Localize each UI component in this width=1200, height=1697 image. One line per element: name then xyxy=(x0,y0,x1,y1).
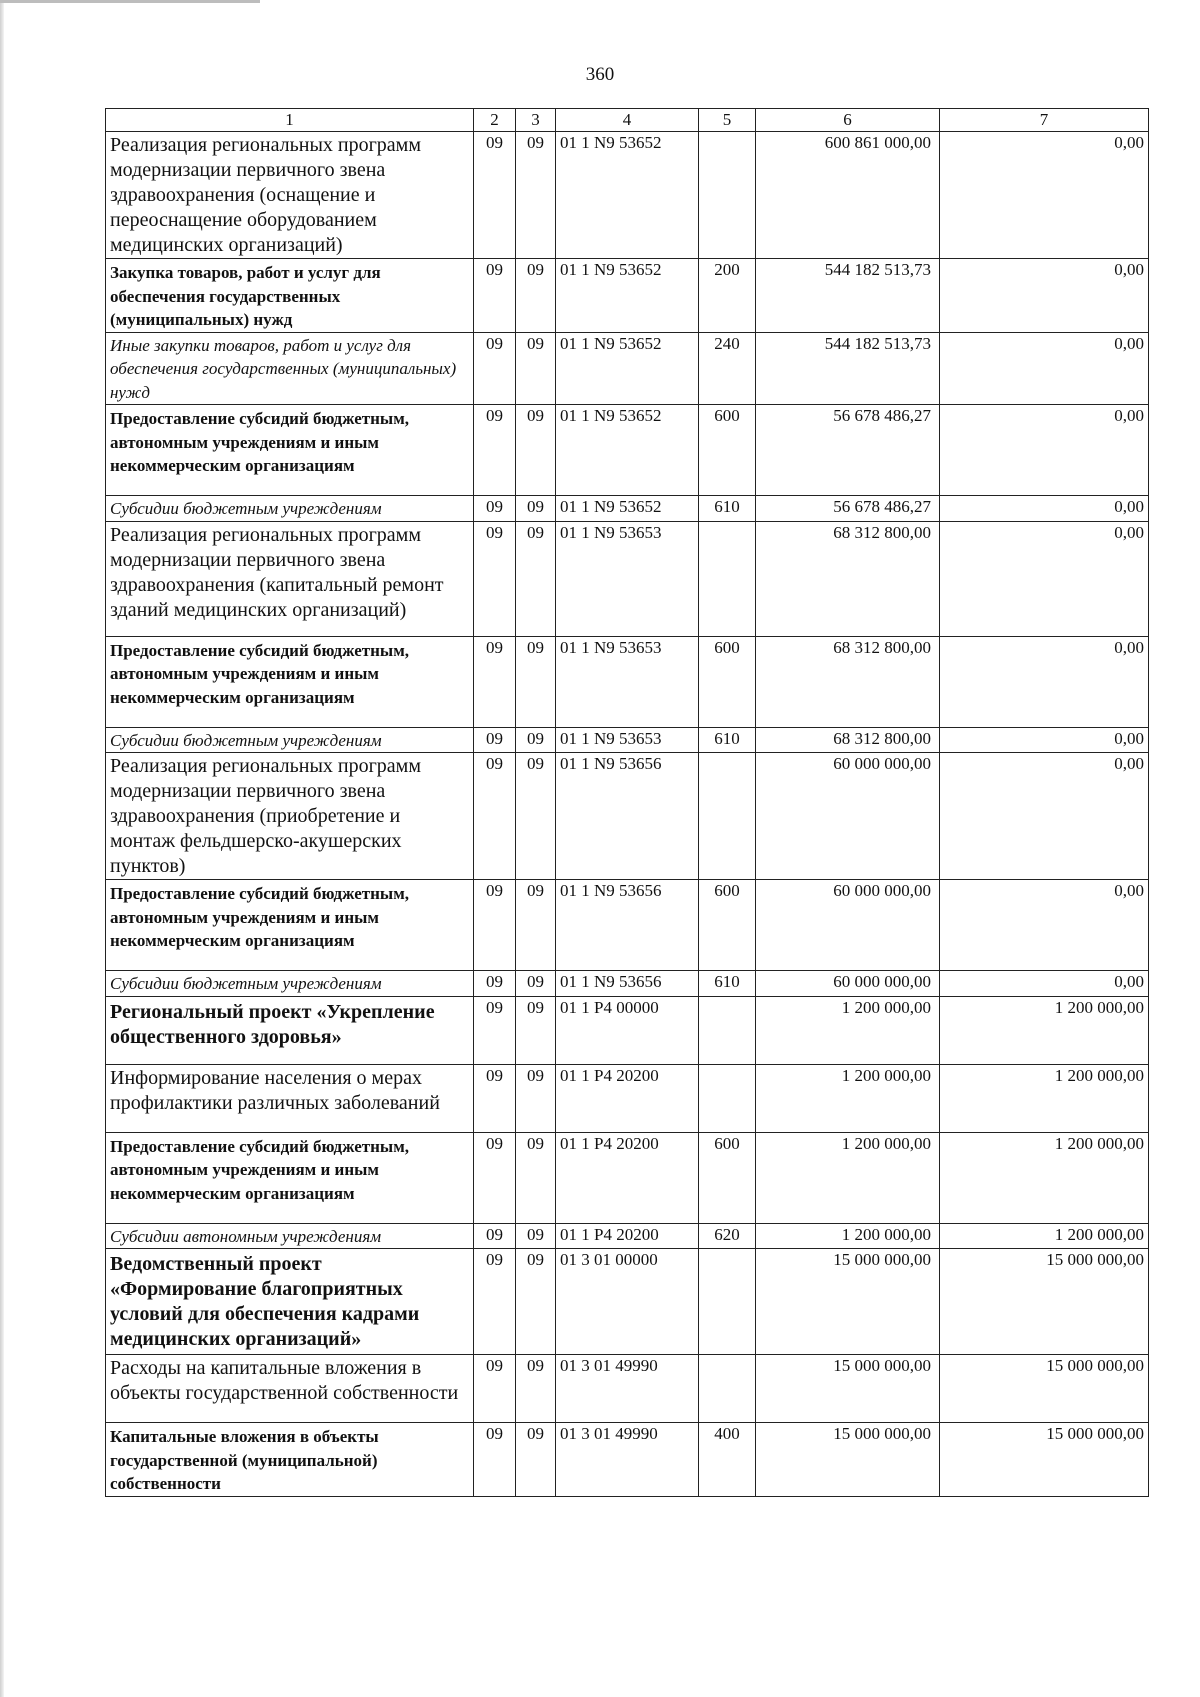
row-subsection-code: 09 xyxy=(516,1249,556,1355)
table-row xyxy=(106,332,1149,405)
table-row xyxy=(106,753,1149,880)
row-section-code: 09 xyxy=(474,132,516,259)
row-amount-col7: 0,00 xyxy=(940,405,1149,496)
row-subsection-code: 09 xyxy=(516,727,556,753)
scan-edge-shadow xyxy=(0,0,4,1697)
row-target-article-code: 01 3 01 00000 xyxy=(556,1249,699,1355)
row-expense-type-code: 400 xyxy=(699,1423,756,1497)
row-amount-col7: 0,00 xyxy=(940,636,1149,727)
table-row xyxy=(106,496,1149,522)
row-expense-type-code: 600 xyxy=(699,1132,756,1223)
column-header-2: 2 xyxy=(474,109,516,132)
column-header-1: 1 xyxy=(106,109,474,132)
row-amount-col7: 0,00 xyxy=(940,971,1149,997)
table-row xyxy=(106,971,1149,997)
row-amount-col6: 544 182 513,73 xyxy=(756,332,940,405)
row-target-article-code: 01 1 P4 20200 xyxy=(556,1132,699,1223)
table-row xyxy=(106,405,1149,496)
row-subsection-code: 09 xyxy=(516,753,556,880)
row-amount-col7: 0,00 xyxy=(940,727,1149,753)
row-subsection-code: 09 xyxy=(516,132,556,259)
row-amount-col7: 0,00 xyxy=(940,753,1149,880)
row-amount-col7: 15 000 000,00 xyxy=(940,1355,1149,1423)
row-subsection-code: 09 xyxy=(516,405,556,496)
table-row xyxy=(106,636,1149,727)
row-section-code: 09 xyxy=(474,1423,516,1497)
row-section-code: 09 xyxy=(474,880,516,971)
row-amount-col6: 600 861 000,00 xyxy=(756,132,940,259)
row-target-article-code: 01 3 01 49990 xyxy=(556,1355,699,1423)
row-subsection-code: 09 xyxy=(516,636,556,727)
column-header-3: 3 xyxy=(516,109,556,132)
row-target-article-code: 01 1 N9 53652 xyxy=(556,405,699,496)
row-name: Региональный проект «Укрепление общественного здоровья» xyxy=(106,996,474,1064)
row-target-article-code: 01 1 P4 00000 xyxy=(556,996,699,1064)
row-target-article-code: 01 1 N9 53656 xyxy=(556,971,699,997)
row-section-code: 09 xyxy=(474,1249,516,1355)
table-row xyxy=(106,1423,1149,1497)
table-row xyxy=(106,1223,1149,1249)
row-amount-col6: 15 000 000,00 xyxy=(756,1423,940,1497)
row-amount-col6: 56 678 486,27 xyxy=(756,496,940,522)
row-target-article-code: 01 1 N9 53652 xyxy=(556,332,699,405)
row-name: Ведомственный проект «Формирование благоприятных условий для обеспечения кадрами медицинских организаций» xyxy=(106,1249,474,1355)
row-amount-col6: 56 678 486,27 xyxy=(756,405,940,496)
table-row xyxy=(106,259,1149,333)
column-header-6: 6 xyxy=(756,109,940,132)
scan-top-edge xyxy=(0,0,260,3)
row-name: Реализация региональных программ модернизации первичного звена здравоохранения (капитальный ремонт зданий медицинских организаций) xyxy=(106,521,474,636)
row-section-code: 09 xyxy=(474,496,516,522)
row-expense-type-code xyxy=(699,1355,756,1423)
row-section-code: 09 xyxy=(474,971,516,997)
row-name: Реализация региональных программ модернизации первичного звена здравоохранения (оснащение и переоснащение оборудованием медицинских организаций) xyxy=(106,132,474,259)
row-target-article-code: 01 1 N9 53652 xyxy=(556,259,699,333)
row-expense-type-code: 240 xyxy=(699,332,756,405)
row-amount-col6: 15 000 000,00 xyxy=(756,1355,940,1423)
table-row xyxy=(106,132,1149,259)
row-expense-type-code xyxy=(699,1064,756,1132)
row-expense-type-code: 200 xyxy=(699,259,756,333)
row-amount-col7: 0,00 xyxy=(940,496,1149,522)
table-row xyxy=(106,1249,1149,1355)
row-name: Реализация региональных программ модернизации первичного звена здравоохранения (приобретение и монтаж фельдшерско-акушерских пунктов) xyxy=(106,753,474,880)
row-amount-col6: 60 000 000,00 xyxy=(756,971,940,997)
row-name: Капитальные вложения в объекты государственной (муниципальной) собственности xyxy=(106,1423,474,1497)
row-subsection-code: 09 xyxy=(516,496,556,522)
row-subsection-code: 09 xyxy=(516,332,556,405)
row-subsection-code: 09 xyxy=(516,259,556,333)
row-amount-col7: 0,00 xyxy=(940,880,1149,971)
row-name: Закупка товаров, работ и услуг для обеспечения государственных (муниципальных) нужд xyxy=(106,259,474,333)
row-section-code: 09 xyxy=(474,1355,516,1423)
row-subsection-code: 09 xyxy=(516,1132,556,1223)
table-row xyxy=(106,727,1149,753)
row-name: Расходы на капитальные вложения в объекты государственной собственности xyxy=(106,1355,474,1423)
row-expense-type-code xyxy=(699,996,756,1064)
row-expense-type-code: 600 xyxy=(699,405,756,496)
row-amount-col6: 68 312 800,00 xyxy=(756,636,940,727)
row-section-code: 09 xyxy=(474,1132,516,1223)
row-section-code: 09 xyxy=(474,1223,516,1249)
row-expense-type-code xyxy=(699,521,756,636)
row-amount-col7: 0,00 xyxy=(940,521,1149,636)
row-target-article-code: 01 1 N9 53653 xyxy=(556,636,699,727)
column-number-row xyxy=(106,109,1149,132)
column-header-4: 4 xyxy=(556,109,699,132)
row-subsection-code: 09 xyxy=(516,1064,556,1132)
row-expense-type-code xyxy=(699,132,756,259)
table-row xyxy=(106,996,1149,1064)
row-target-article-code: 01 3 01 49990 xyxy=(556,1423,699,1497)
row-target-article-code: 01 1 N9 53656 xyxy=(556,753,699,880)
table-row xyxy=(106,880,1149,971)
row-amount-col7: 0,00 xyxy=(940,259,1149,333)
row-amount-col6: 15 000 000,00 xyxy=(756,1249,940,1355)
row-name: Субсидии бюджетным учреждениям xyxy=(106,727,474,753)
row-amount-col7: 1 200 000,00 xyxy=(940,996,1149,1064)
row-name: Информирование населения о мерах профилактики различных заболеваний xyxy=(106,1064,474,1132)
table-row xyxy=(106,521,1149,636)
row-section-code: 09 xyxy=(474,996,516,1064)
row-amount-col7: 1 200 000,00 xyxy=(940,1132,1149,1223)
row-amount-col6: 68 312 800,00 xyxy=(756,727,940,753)
row-section-code: 09 xyxy=(474,521,516,636)
table-body xyxy=(106,132,1149,1497)
row-expense-type-code: 600 xyxy=(699,636,756,727)
row-expense-type-code: 600 xyxy=(699,880,756,971)
row-name: Иные закупки товаров, работ и услуг для обеспечения государственных (муниципальных) нужд xyxy=(106,332,474,405)
row-amount-col6: 544 182 513,73 xyxy=(756,259,940,333)
row-amount-col7: 1 200 000,00 xyxy=(940,1064,1149,1132)
row-section-code: 09 xyxy=(474,332,516,405)
row-amount-col7: 0,00 xyxy=(940,332,1149,405)
table-row xyxy=(106,1132,1149,1223)
row-amount-col7: 15 000 000,00 xyxy=(940,1249,1149,1355)
row-section-code: 09 xyxy=(474,1064,516,1132)
row-name: Предоставление субсидий бюджетным, автономным учреждениям и иным некоммерческим организациям xyxy=(106,405,474,496)
row-name: Предоставление субсидий бюджетным, автономным учреждениям и иным некоммерческим организациям xyxy=(106,880,474,971)
row-subsection-code: 09 xyxy=(516,1355,556,1423)
row-subsection-code: 09 xyxy=(516,996,556,1064)
page-number: 360 xyxy=(585,64,615,85)
row-name: Предоставление субсидий бюджетным, автономным учреждениям и иным некоммерческим организациям xyxy=(106,1132,474,1223)
row-name: Предоставление субсидий бюджетным, автономным учреждениям и иным некоммерческим организациям xyxy=(106,636,474,727)
row-amount-col6: 60 000 000,00 xyxy=(756,753,940,880)
column-header-7: 7 xyxy=(940,109,1149,132)
row-amount-col6: 60 000 000,00 xyxy=(756,880,940,971)
row-name: Субсидии бюджетным учреждениям xyxy=(106,971,474,997)
row-name: Субсидии бюджетным учреждениям xyxy=(106,496,474,522)
row-expense-type-code: 620 xyxy=(699,1223,756,1249)
row-section-code: 09 xyxy=(474,405,516,496)
row-subsection-code: 09 xyxy=(516,880,556,971)
row-amount-col6: 1 200 000,00 xyxy=(756,1223,940,1249)
row-target-article-code: 01 1 N9 53656 xyxy=(556,880,699,971)
row-target-article-code: 01 1 P4 20200 xyxy=(556,1223,699,1249)
row-target-article-code: 01 1 N9 53652 xyxy=(556,496,699,522)
row-subsection-code: 09 xyxy=(516,971,556,997)
row-target-article-code: 01 1 N9 53653 xyxy=(556,727,699,753)
row-expense-type-code: 610 xyxy=(699,496,756,522)
row-expense-type-code: 610 xyxy=(699,727,756,753)
row-section-code: 09 xyxy=(474,753,516,880)
row-section-code: 09 xyxy=(474,727,516,753)
row-subsection-code: 09 xyxy=(516,1223,556,1249)
row-target-article-code: 01 1 N9 53653 xyxy=(556,521,699,636)
row-subsection-code: 09 xyxy=(516,521,556,636)
row-target-article-code: 01 1 P4 20200 xyxy=(556,1064,699,1132)
row-subsection-code: 09 xyxy=(516,1423,556,1497)
row-amount-col6: 1 200 000,00 xyxy=(756,1064,940,1132)
row-expense-type-code: 610 xyxy=(699,971,756,997)
row-amount-col7: 1 200 000,00 xyxy=(940,1223,1149,1249)
table-row xyxy=(106,1355,1149,1423)
row-expense-type-code xyxy=(699,1249,756,1355)
row-section-code: 09 xyxy=(474,636,516,727)
table-row xyxy=(106,1064,1149,1132)
budget-table xyxy=(105,108,1149,1497)
row-name: Субсидии автономным учреждениям xyxy=(106,1223,474,1249)
row-target-article-code: 01 1 N9 53652 xyxy=(556,132,699,259)
row-amount-col7: 0,00 xyxy=(940,132,1149,259)
row-amount-col6: 1 200 000,00 xyxy=(756,996,940,1064)
row-amount-col6: 68 312 800,00 xyxy=(756,521,940,636)
row-section-code: 09 xyxy=(474,259,516,333)
column-header-5: 5 xyxy=(699,109,756,132)
row-amount-col6: 1 200 000,00 xyxy=(756,1132,940,1223)
row-amount-col7: 15 000 000,00 xyxy=(940,1423,1149,1497)
row-expense-type-code xyxy=(699,753,756,880)
